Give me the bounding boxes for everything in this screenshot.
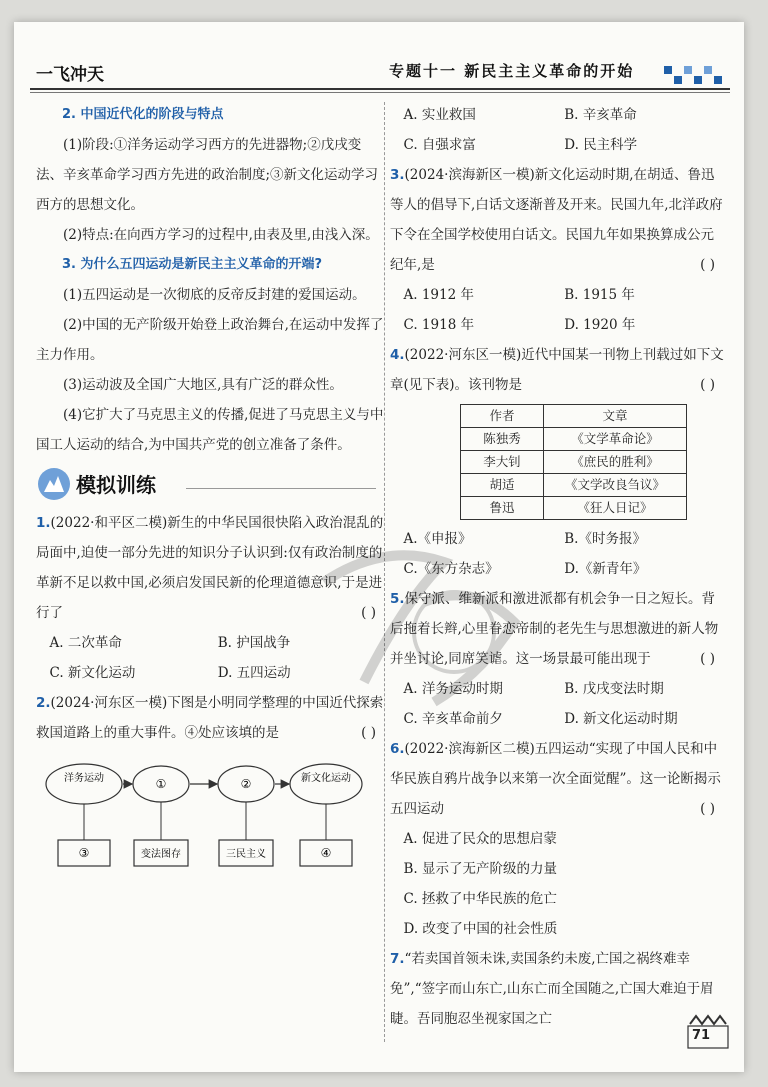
option-c: C.《东方杂志》 (403, 561, 499, 577)
option-b: B. 1915 年 (564, 287, 635, 303)
question-4 (390, 340, 725, 400)
flow-diagram-svg (36, 754, 376, 874)
paragraph: (2)特点:在向西方学习的过程中,由表及里,由浅入深。 (63, 227, 379, 243)
option-c: C. 新文化运动 (49, 665, 136, 681)
table-row (461, 451, 687, 474)
options-row (390, 310, 725, 340)
paragraph: (4)它扩大了马克思主义的传播,促进了马克思主义与中国工人运动的结合,为中国共产党的创立准备了条件。 (36, 407, 384, 453)
flow-diagram (36, 754, 386, 874)
question-number: 2. (36, 695, 51, 711)
flow-node-3: ② (240, 777, 252, 791)
question-text: (2022·河东区一模)近代中国某一刊物上刊载过如下文章(见下表)。该刊物是 (390, 347, 724, 393)
page-header (14, 22, 744, 98)
section-rule (186, 488, 376, 489)
option-d: D. 五四运动 (217, 665, 291, 681)
option-c: C. 1918 年 (403, 317, 475, 333)
question-number: 6. (390, 741, 405, 757)
option-b: B. 戊戌变法时期 (564, 681, 664, 697)
option-b: B. 护国战争 (217, 635, 291, 651)
options-row (390, 674, 725, 704)
brand-logo: 一飞冲天 (36, 65, 104, 85)
option-a: A. 洋务运动时期 (403, 681, 503, 697)
option-b: B.《时务报》 (564, 531, 646, 547)
question-number: 1. (36, 515, 51, 531)
option-c: C. 自强求富 (403, 137, 476, 153)
right-column (390, 100, 725, 1034)
option-b: B. 辛亥革命 (564, 107, 637, 123)
question-text: (2024·河东区一模)下图是小明同学整理的中国近代探索救国道路上的重大事件。④处应该填的是 (36, 695, 384, 741)
table-row (461, 497, 687, 520)
option-a: A. 促进了民众的思想启蒙 (403, 831, 557, 847)
practice-section-header (36, 466, 386, 506)
question-number: 5. (390, 591, 405, 607)
header-rule-thin (30, 92, 730, 93)
page-number-badge (684, 1012, 734, 1052)
options-row (390, 130, 725, 160)
option-a: A. 二次革命 (49, 635, 122, 651)
question-3 (390, 160, 725, 280)
answer-blank: ( ) (700, 801, 715, 817)
options-row (390, 704, 725, 734)
question-2 (36, 688, 386, 748)
option-d: D. 新文化运动时期 (564, 711, 678, 727)
question-text: (2024·滨海新区一模)新文化运动时期,在胡适、鲁迅等人的倡导下,白话文逐渐普及开来。民国九年,北洋政府下令在全国学校使用白话文。民国九年如果换算成公元纪年,是 (390, 167, 723, 273)
left-column (36, 100, 386, 874)
section-heading-3: 3. 为什么五四运动是新民主主义革命的开端? (62, 257, 323, 272)
options-row (36, 658, 386, 688)
option-c: C. 辛亥革命前夕 (403, 711, 503, 727)
question-number: 4. (390, 347, 405, 363)
option-a: A. 1912 年 (403, 287, 474, 303)
answer-blank: ( ) (700, 377, 715, 393)
options-row (390, 280, 725, 310)
options-row (390, 100, 725, 130)
answer-blank: ( ) (361, 605, 376, 621)
answer-blank: ( ) (361, 725, 376, 741)
option-d: D. 1920 年 (564, 317, 636, 333)
paragraph: (1)五四运动是一次彻底的反帝反封建的爱国运动。 (63, 287, 366, 303)
answer-blank: ( ) (700, 257, 715, 273)
table-header-row (461, 405, 687, 428)
question-7 (390, 944, 725, 1034)
table-cell: 陈独秀 (461, 428, 544, 451)
table-header-cell: 文章 (544, 405, 687, 428)
question-text: (2022·和平区二模)新生的中华民国很快陷入政治混乱的局面中,迫使一部分先进的知识分子认识到:仅有政治制度的革新不足以救中国,必须启发国民新的伦理道德意识,于是进行了 (36, 515, 384, 621)
table-row (461, 428, 687, 451)
table-cell: 鲁迅 (461, 497, 544, 520)
question-number: 7. (390, 951, 405, 967)
flow-node-2: ① (155, 777, 167, 791)
question-1 (36, 508, 386, 628)
options-row (390, 554, 725, 584)
table-cell: 李大钊 (461, 451, 544, 474)
flow-box-1: ③ (78, 846, 90, 860)
section-title: 模拟训练 (76, 473, 156, 497)
paragraph: (1)阶段:①洋务运动学习西方的先进器物;②戊戌变法、辛亥革命学习西方先进的政治制度;③新文化运动学习西方的思想文化。 (36, 137, 379, 213)
option-a: A.《申报》 (403, 531, 472, 547)
page (14, 22, 744, 1072)
section-heading-2: 2. 中国近代化的阶段与特点 (62, 107, 224, 122)
option-d: D. 民主科学 (564, 137, 638, 153)
header-pattern-icon (664, 64, 724, 86)
flow-node-1: 洋务运动 (64, 773, 104, 784)
option-a: A. 实业救国 (403, 107, 476, 123)
paragraph: (3)运动波及全国广大地区,具有广泛的群众性。 (63, 377, 343, 393)
table-cell: 《文学改良刍议》 (544, 474, 687, 497)
table-row (461, 474, 687, 497)
page-number: 71 (692, 1028, 711, 1043)
table-cell: 《文学革命论》 (544, 428, 687, 451)
option-b: B. 显示了无产阶级的力量 (403, 861, 558, 877)
table-header-cell: 作者 (461, 405, 544, 428)
flow-node-4: 新文化运动 (301, 773, 351, 784)
paragraph: (2)中国的无产阶级开始登上政治舞台,在运动中发挥了主力作用。 (36, 317, 384, 363)
table-cell: 《庶民的胜利》 (544, 451, 687, 474)
table-cell: 胡适 (461, 474, 544, 497)
articles-table (460, 404, 687, 520)
question-5 (390, 584, 725, 674)
option-d: D. 改变了中国的社会性质 (403, 921, 558, 937)
training-badge-icon (36, 466, 72, 502)
question-6 (390, 734, 725, 824)
question-text: 保守派、维新派和激进派都有机会争一日之短长。背后拖着长辫,心里眷恋帝制的老先生与思想激进的新人物并坐讨论,同席笑谑。这一场景最可能出现于 (390, 591, 719, 667)
chapter-title: 专题十一 新民主主义革命的开始 (389, 62, 635, 80)
question-number: 3. (390, 167, 405, 183)
options-row (36, 628, 386, 658)
option-d: D.《新青年》 (564, 561, 647, 577)
answer-blank: ( ) (700, 651, 715, 667)
flow-box-2: 变法图存 (141, 849, 181, 860)
table-cell: 《狂人日记》 (544, 497, 687, 520)
flow-box-3: 三民主义 (226, 849, 266, 860)
options-row (390, 524, 725, 554)
header-rule (30, 88, 730, 90)
flow-box-4: ④ (320, 846, 332, 860)
option-c: C. 拯救了中华民族的危亡 (403, 891, 557, 907)
question-text: “若卖国首领未诛,卖国条约未废,亡国之祸终难幸免”,“签字而山东亡,山东亡而全国随之,亡国大难迫于眉睫。吾同胞忍坐视家国之亡 (390, 951, 714, 1027)
question-text: (2022·滨海新区二模)五四运动“实现了中国人民和中华民族自鸦片战争以来第一次全面觉醒”。这一论断揭示五四运动 (390, 741, 721, 817)
